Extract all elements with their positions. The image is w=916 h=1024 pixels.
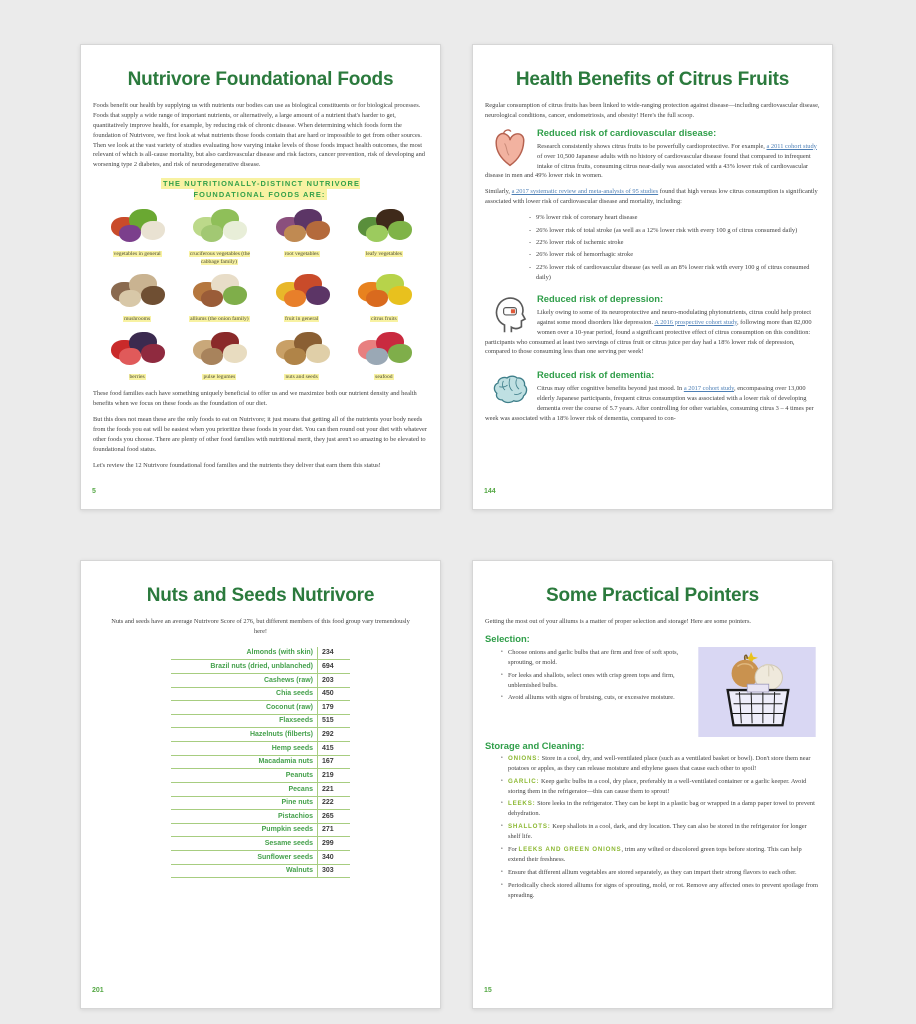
section-heading: Reduced risk of depression:	[537, 292, 664, 304]
score-cell: 292	[318, 728, 351, 742]
food-item	[99, 332, 175, 381]
inline-link[interactable]: a 2011 cohort study	[766, 142, 817, 150]
intro-paragraph: Nuts and seeds have an average Nutrivore Score of 276, but different members of this food group vary tremendously here!	[111, 617, 410, 635]
score-cell: 167	[318, 755, 351, 769]
page-number: 144	[484, 488, 496, 495]
score-cell: 694	[318, 660, 351, 674]
head-icon	[491, 293, 529, 335]
food-name-cell: Macadamia nuts	[171, 755, 318, 769]
table-row	[171, 660, 350, 674]
bullet-item: • For leeks and shallots, select ones with crisp green tops and firm, unblemished bulbs.	[501, 671, 688, 691]
score-cell: 221	[318, 782, 351, 796]
table-row	[171, 755, 350, 769]
food-item	[181, 209, 257, 267]
score-cell: 265	[318, 810, 351, 824]
food-name-cell: Walnuts	[171, 864, 318, 878]
bullet-item: - 22% lower risk of cardiovascular disease (as well as an 8% lower risk with every 100 g of citrus consumed daily)	[529, 263, 820, 283]
score-cell: 222	[318, 796, 351, 810]
score-cell: 299	[318, 837, 351, 851]
text-segment: Likely owing to some of its neuroprotective and neuro-modulating phytonutrients, citrus could help protect against some mood disorders like depression.	[537, 308, 812, 326]
table-row	[171, 742, 350, 756]
text-segment: , trim any wilted or discolored green tops before storing. This can help extend their freshness.	[508, 846, 802, 864]
page-citrus-benefits	[472, 44, 833, 510]
food-label: mushrooms	[124, 316, 151, 323]
text-segment: Store in a cool, dry, and well-ventilated place (such as a ventilated basket or bowl). Don't store them near potatoes or apples, as they can release moisture and ethylene gases that cause each other to spoil!	[508, 754, 811, 772]
text-segment: found that high versus low citrus consumption is significantly associated with lower risk of cardiovascular disease and mortality, including:	[485, 188, 818, 206]
benefit-bullet-list	[485, 213, 820, 283]
food-name-cell: Chia seeds	[171, 687, 318, 701]
selection-bullet-list	[485, 648, 688, 734]
table-row	[171, 796, 350, 810]
bullet-item	[501, 799, 820, 819]
food-photo	[107, 209, 167, 247]
food-label: root vegetables	[284, 250, 319, 257]
bullet-item: • Avoid alliums with signs of bruising, cuts, or excessive moisture.	[501, 693, 688, 703]
score-cell: 450	[318, 687, 351, 701]
food-label: seafood	[375, 373, 393, 380]
section-heading: Reduced risk of cardiovascular disease:	[537, 126, 717, 138]
page-practical-pointers	[472, 560, 833, 1009]
benefit-section	[485, 293, 820, 364]
keyword-highlight: LEEKS AND GREEN ONIONS	[518, 846, 622, 854]
section-paragraph	[485, 384, 820, 424]
bullet-item: - 22% lower risk of ischemic stroke	[529, 238, 820, 248]
food-name-cell: Cashews (raw)	[171, 673, 318, 687]
text-segment: Keep shallots in a cool, dark, and dry location. They can also be stored in the refrigerator for longer shelf life.	[508, 823, 807, 841]
page-title: Some Practical Pointers	[546, 585, 759, 606]
intro-paragraph: Foods benefit our health by supplying us with nutrients our bodies can use as biological constituents or for biological processes. Foods that supply a wide range of important nutrients, or alternatively, a large amount of a nutrient that's harder to get, quantitatively improve health, for example, by reducing risk of chronic disease. When determining which foods form the foundation of Nutrivore, we first look at what nutrients those foods contain that are hard or impossible to get from other sources. Then we look at the vast variety of studies evaluating how varying intake levels of those foods impact health outcomes, the most relevant of which is all-cause mortality, but also cardiovascular disease and risk factors, cancer prevention, risk of developing and worsening type 2 diabetes, and risk of neurodegenerative disease.	[93, 101, 425, 169]
food-photo	[354, 332, 414, 370]
text-segment: Ensure that different allium vegetables are stored separately, as they can impart their strong flavors to each other.	[508, 868, 797, 876]
text-segment: Research consistently shows citrus fruits to be powerfully cardioprotective. For example,	[537, 142, 767, 150]
table-row	[171, 864, 350, 878]
storage-heading: Storage and Cleaning:	[485, 739, 585, 751]
food-item	[99, 274, 175, 323]
body-paragraph: These food families each have something uniquely beneficial to offer us and we maximize both our nutrient density and health benefits when we focus on these foods as the foundation of our diet.	[93, 390, 417, 407]
page-number: 201	[92, 987, 104, 994]
food-name-cell: Pistachios	[171, 810, 318, 824]
bullet-item	[501, 845, 820, 865]
food-photo	[272, 209, 332, 247]
food-name-cell: Hemp seeds	[171, 742, 318, 756]
food-item	[346, 332, 422, 381]
benefit-section	[485, 369, 820, 430]
food-item	[346, 209, 422, 267]
score-cell: 415	[318, 742, 351, 756]
food-photo	[272, 332, 332, 370]
food-name-cell: Pine nuts	[171, 796, 318, 810]
food-item	[99, 209, 175, 267]
food-label: citrus fruits	[371, 316, 397, 323]
intro-paragraph: Getting the most out of your alliums is a matter of proper selection and storage! Here are some pointers.	[485, 617, 752, 625]
food-label: alliums (the onion family)	[190, 316, 249, 323]
keyword-highlight: ONIONS:	[508, 754, 541, 762]
food-photo	[272, 274, 332, 312]
section-heading: Reduced risk of dementia:	[537, 369, 655, 381]
food-name-cell: Brazil nuts (dried, unblanched)	[171, 660, 318, 674]
score-cell: 219	[318, 769, 351, 783]
score-cell: 340	[318, 851, 351, 865]
keyword-highlight: GARLIC:	[508, 777, 540, 785]
allium-basket-image	[698, 647, 816, 737]
bullet-item: - 26% lower risk of hemorrhagic stroke	[529, 250, 820, 260]
food-photo	[189, 274, 249, 312]
heart-icon	[491, 127, 529, 169]
food-name-cell: Coconut (raw)	[171, 701, 318, 715]
keyword-highlight: SHALLOTS:	[508, 823, 551, 831]
food-photo	[354, 209, 414, 247]
score-cell: 515	[318, 714, 351, 728]
page-title: Health Benefits of Citrus Fruits	[515, 69, 790, 90]
section-paragraph	[485, 142, 820, 182]
food-label: leafy vegetables	[365, 250, 402, 257]
food-grid	[99, 209, 422, 382]
food-name-cell: Sunflower seeds	[171, 851, 318, 865]
table-row	[171, 714, 350, 728]
food-name-cell: Hazelnuts (filberts)	[171, 728, 318, 742]
page-number: 5	[92, 488, 96, 495]
bullet-item	[501, 754, 820, 774]
food-name-cell: Almonds (with skin)	[171, 647, 318, 660]
food-photo	[189, 209, 249, 247]
body-paragraph: Let's review the 12 Nutrivore foundational food families and the nutrients they deliver that earn them this status!	[93, 461, 381, 469]
table-row	[171, 823, 350, 837]
page-number: 15	[484, 987, 492, 994]
food-name-cell: Pecans	[171, 782, 318, 796]
inline-link[interactable]: a 2017 cohort study	[683, 385, 735, 393]
food-label: nuts and seeds	[285, 373, 318, 380]
brain-icon	[491, 369, 529, 411]
food-photo	[189, 332, 249, 370]
bullet-item	[501, 881, 820, 901]
benefit-section	[485, 127, 820, 287]
table-row	[171, 769, 350, 783]
inline-link[interactable]: a 2017 systematic review and meta-analysis of 95 studies	[511, 188, 659, 196]
text-segment: Keep garlic bulbs in a cool, dry place, preferably in a well-ventilated container or a garlic keeper. Avoid storing them in the refrigerator—this can cause them to sprout!	[508, 777, 807, 795]
section-paragraph	[485, 308, 820, 358]
food-label: fruit in general	[285, 316, 319, 323]
page-title: Nuts and Seeds Nutrivore	[146, 585, 375, 606]
table-row	[171, 728, 350, 742]
keyword-highlight: LEEKS:	[508, 800, 536, 808]
table-row	[171, 837, 350, 851]
text-segment: Periodically check stored alliums for signs of sprouting, mold, or rot. Remove any affected ones to prevent spoilage from spreading.	[508, 881, 818, 899]
table-row	[171, 647, 350, 660]
food-label: cruciferous vegetables (the cabbage family)	[189, 250, 250, 265]
food-photo	[107, 274, 167, 312]
nutrivore-score-table	[171, 647, 350, 879]
text-segment: For	[508, 846, 519, 854]
score-cell: 303	[318, 864, 351, 878]
text-segment: Similarly,	[485, 188, 512, 196]
storage-bullet-list	[485, 754, 820, 901]
selection-heading: Selection:	[485, 632, 530, 644]
table-row	[171, 851, 350, 865]
table-row	[171, 782, 350, 796]
food-name-cell: Flaxseeds	[171, 714, 318, 728]
food-name-cell: Peanuts	[171, 769, 318, 783]
table-row	[171, 687, 350, 701]
food-item	[181, 274, 257, 323]
bullet-item: - 9% lower risk of coronary heart disease	[529, 213, 820, 223]
highlighted-heading: THE NUTRITIONALLY-DISTINCT NUTRIVORE FOUNDATIONAL FOODS ARE:	[163, 179, 360, 200]
food-label: berries	[129, 373, 145, 380]
food-name-cell: Sesame seeds	[171, 837, 318, 851]
bullet-item: • Choose onions and garlic bulbs that are firm and free of soft spots, sprouting, or mold.	[501, 648, 688, 668]
food-item	[181, 332, 257, 381]
bullet-item	[501, 868, 820, 878]
section-paragraph	[485, 187, 820, 207]
score-cell: 234	[318, 647, 351, 660]
food-item	[264, 274, 340, 323]
food-item	[346, 274, 422, 323]
food-name-cell: Pumpkin seeds	[171, 823, 318, 837]
inline-link[interactable]: A 2016 prospective cohort study	[654, 318, 737, 326]
bullet-item	[501, 822, 820, 842]
score-cell: 271	[318, 823, 351, 837]
page-nuts-seeds	[80, 560, 441, 1009]
text-segment: Store leeks in the refrigerator. They can be kept in a plastic bag or wrapped in a damp paper towel to prevent dehydration.	[508, 800, 815, 818]
food-photo	[354, 274, 414, 312]
food-item	[264, 209, 340, 267]
food-label: vegetables in general	[113, 250, 161, 257]
page-foundational-foods	[80, 44, 441, 510]
text-segment: , following more than 82,000 women over a 10-year period, found a significant protective effect of citrus consumption on this condition: participants who consumed at least two servings of citrus fruit or citrus juice per day had a 18% lower risk of depression, compared to those consuming less than one serving per week!	[485, 318, 812, 356]
table-row	[171, 673, 350, 687]
score-cell: 179	[318, 701, 351, 715]
score-cell: 203	[318, 673, 351, 687]
text-segment: Citrus may offer cognitive benefits beyond just mood. In	[537, 385, 684, 393]
table-row	[171, 701, 350, 715]
text-segment: , encompassing over 13,000 elderly Japanese participants, frequent citrus consumption was associated with a lower risk of developing dementia over the course of 5.7 years. After controlling for other variables, consuming citrus 3 – 4 times per week was associated with a 18% lower risk of dementia, compared to con-	[485, 385, 814, 423]
food-item	[264, 332, 340, 381]
citrus-sections	[485, 127, 820, 430]
page-title: Nutrivore Foundational Foods	[127, 69, 394, 90]
table-row	[171, 810, 350, 824]
body-paragraph: But this does not mean these are the only foods to eat on Nutrivore; it just means that getting all of the nutrients your body needs from the foods you eat will be easiest when you prioritize these foods in your diet. You can then round out your diet with whatever other foods you choose. There are plenty of other food families with nutritional merit, they just aren't so amazing to be elevated to foundational food status.	[93, 415, 428, 453]
bullet-item: - 26% lower risk of total stroke (as well as a 12% lower risk with every 100 g of citrus consumed daily)	[529, 226, 820, 236]
food-photo	[107, 332, 167, 370]
food-label: pulse legumes	[203, 373, 236, 380]
text-segment: of over 10,500 Japanese adults with no history of cardiovascular disease found that compared to infrequent intake of citrus fruits, consuming citrus near-daily was associated with a 43% lower risk of cardiovascular disease in men and 49% lower risk in women.	[485, 152, 811, 180]
intro-paragraph: Regular consumption of citrus fruits has been linked to wide-ranging protection against disease—including cardiovascular disease, neurological conditions, cancer, endometriosis, and obesity! Here's the full scoop.	[485, 101, 820, 119]
bullet-item	[501, 777, 820, 797]
